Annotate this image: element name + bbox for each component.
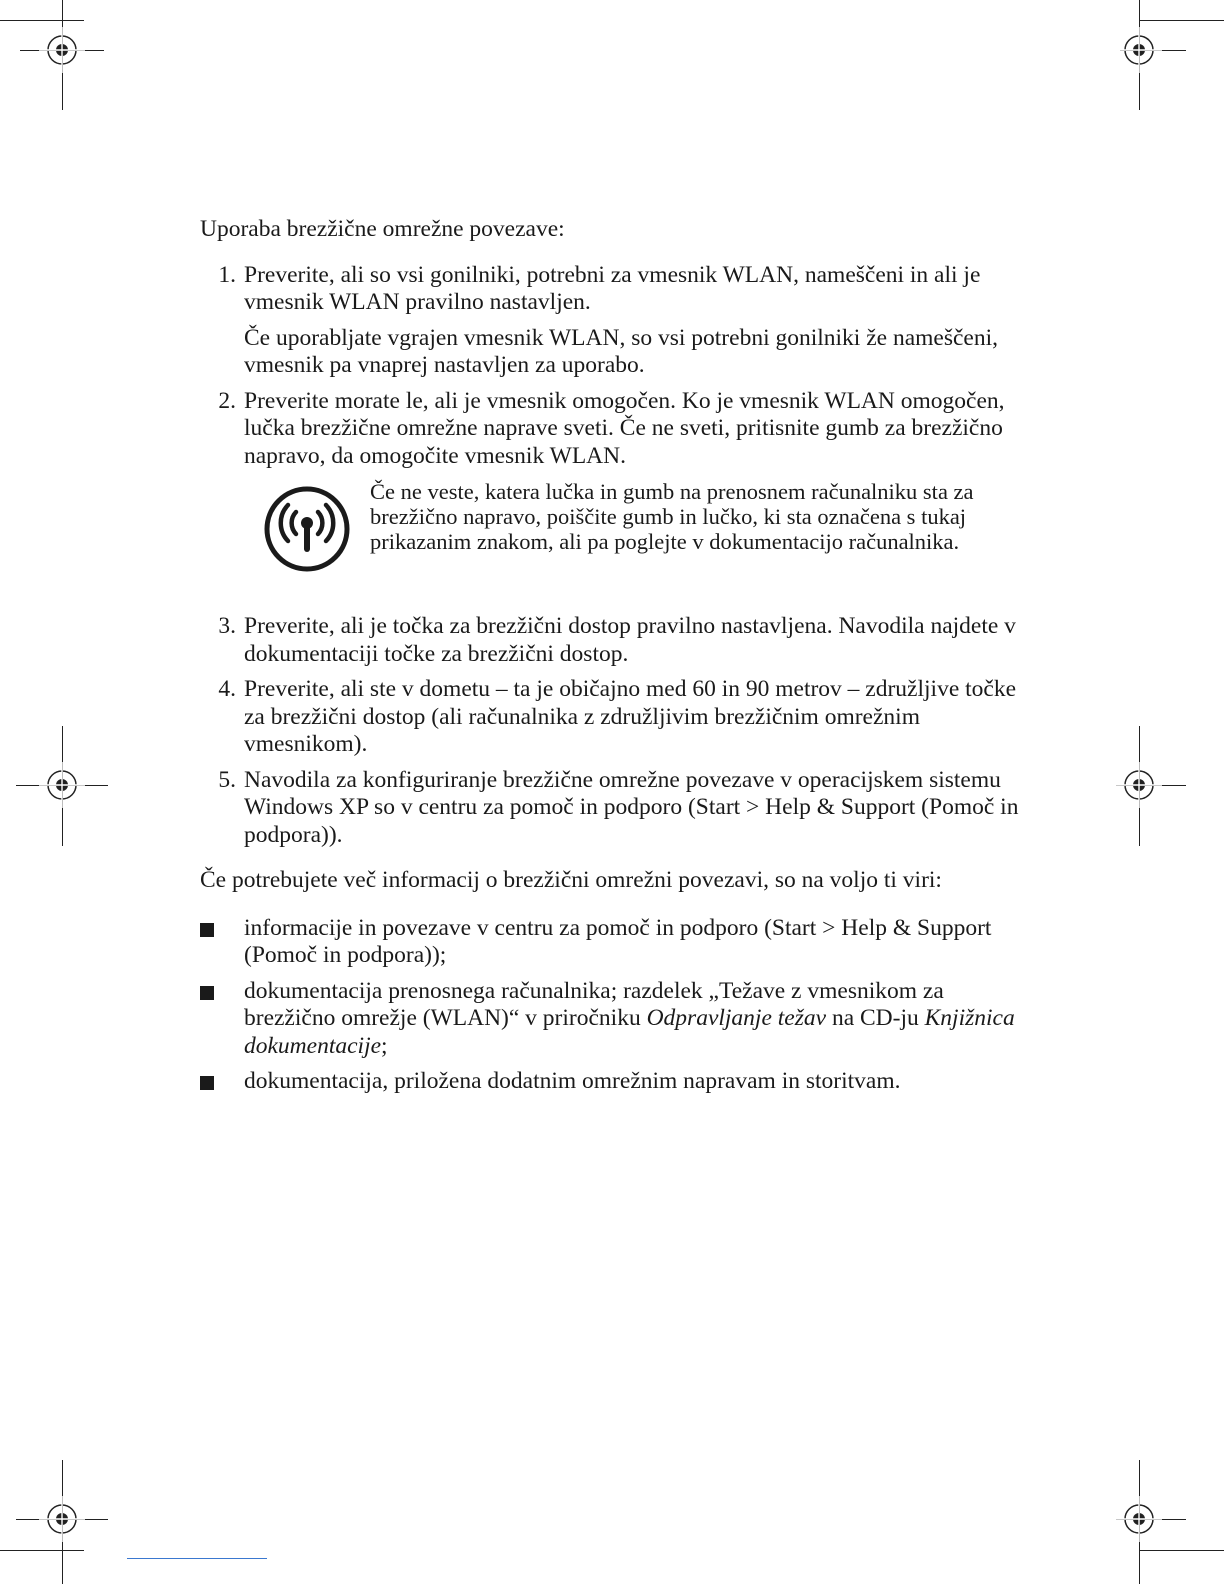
cd-title: Knjižnica dokumentacije [244, 1005, 1015, 1059]
registration-crosshair-icon [1104, 750, 1174, 820]
step-item [200, 388, 1020, 574]
wireless-antenna-icon [244, 479, 370, 573]
list-item [200, 1068, 1020, 1096]
page-content [200, 216, 1020, 1104]
registration-crosshair-icon [27, 15, 97, 85]
bullet-square-icon [200, 1076, 214, 1090]
crop-line [0, 1550, 84, 1551]
resource-text: informacije in povezave v centru za pomoč in podporo (Start > Help & Support (Pomoč in podpora)); [244, 914, 992, 968]
step-text: Preverite morate le, ali je vmesnik omogočen. Ko je vmesnik WLAN omogočen, lučka brezžične omrežne naprave sveti. Če ne sveti, pritisnite gumb za brezžično napravo, da omogočite vmesnik WLAN. [244, 387, 1005, 469]
step-text: Navodila za konfiguriranje brezžične omrežne povezave v operacijskem sistemu Windows XP so v centru za pomoč in podporo (Start > Help & Support (Pomoč in podpora)). [244, 766, 1019, 848]
steps-list [200, 262, 1020, 850]
registration-crosshair-icon [27, 1484, 97, 1554]
step-item [200, 676, 1020, 759]
manual-title: Odpravljanje težav [646, 1005, 827, 1031]
step-item [200, 767, 1020, 850]
crop-line [1140, 1550, 1224, 1551]
registration-crosshair-icon [27, 750, 97, 820]
step-number: 4. [218, 676, 236, 702]
step-note: Če uporabljate vgrajen vmesnik WLAN, so vsi potrebni gonilniki že nameščeni, vmesnik pa vnaprej nastavljen za uporabo. [244, 324, 998, 378]
step-number: 3. [218, 613, 236, 639]
step-item [200, 262, 1020, 380]
registration-crosshair-icon [1104, 15, 1174, 85]
bullet-square-icon [200, 986, 214, 1000]
step-item [200, 613, 1020, 668]
intro-text: Uporaba brezžične omrežne povezave: [200, 216, 565, 242]
registration-crosshair-icon [1104, 1484, 1174, 1554]
resource-text: na CD-ju [826, 1005, 925, 1031]
resource-text: dokumentacija, priložena dodatnim omrežnim napravam in storitvam. [244, 1068, 901, 1094]
bullet-square-icon [200, 923, 214, 937]
step-number: 1. [218, 261, 236, 288]
resource-text: dokumentacija prenosnega računalnika; razdelek „Težave z vmesnikom za brezžično omrežje (WLAN)“ v priročniku [244, 977, 944, 1031]
step-text: Preverite, ali ste v dometu – ta je običajno med 60 in 90 metrov – združljive točke za brezžični dostop (ali računalnika z združljivim brezžičnim omrežnim vmesnikom). [244, 676, 1017, 757]
step-text: Preverite, ali je točka za brezžični dostop pravilno nastavljena. Navodila najdete v dokumentaciji točke za brezžični dostop. [244, 613, 1016, 667]
crop-line [0, 20, 84, 21]
crop-line [1140, 20, 1224, 21]
list-item [200, 978, 1020, 1061]
resource-text: ; [381, 1032, 388, 1059]
icon-note-text: Če ne veste, katera lučka in gumb na prenosnem računalniku sta za brezžično napravo, poiščite gumb in lučko, ki sta označena s tukaj prikazanim znakom, ali pa poglejte v dokumentacijo računalnika. [370, 479, 974, 554]
step-number: 2. [218, 387, 236, 414]
step-number: 5. [218, 766, 236, 793]
list-item [200, 915, 1020, 970]
resources-list [200, 915, 1020, 1096]
step-text: Preverite, ali so vsi gonilniki, potrebni za vmesnik WLAN, nameščeni in ali je vmesnik WLAN pravilno nastavljen. [244, 261, 981, 315]
resources-intro: Če potrebujete več informacij o brezžični omrežni povezavi, so na voljo ti viri: [200, 867, 942, 893]
footer-rule [127, 1558, 267, 1559]
wireless-note [244, 479, 1020, 573]
